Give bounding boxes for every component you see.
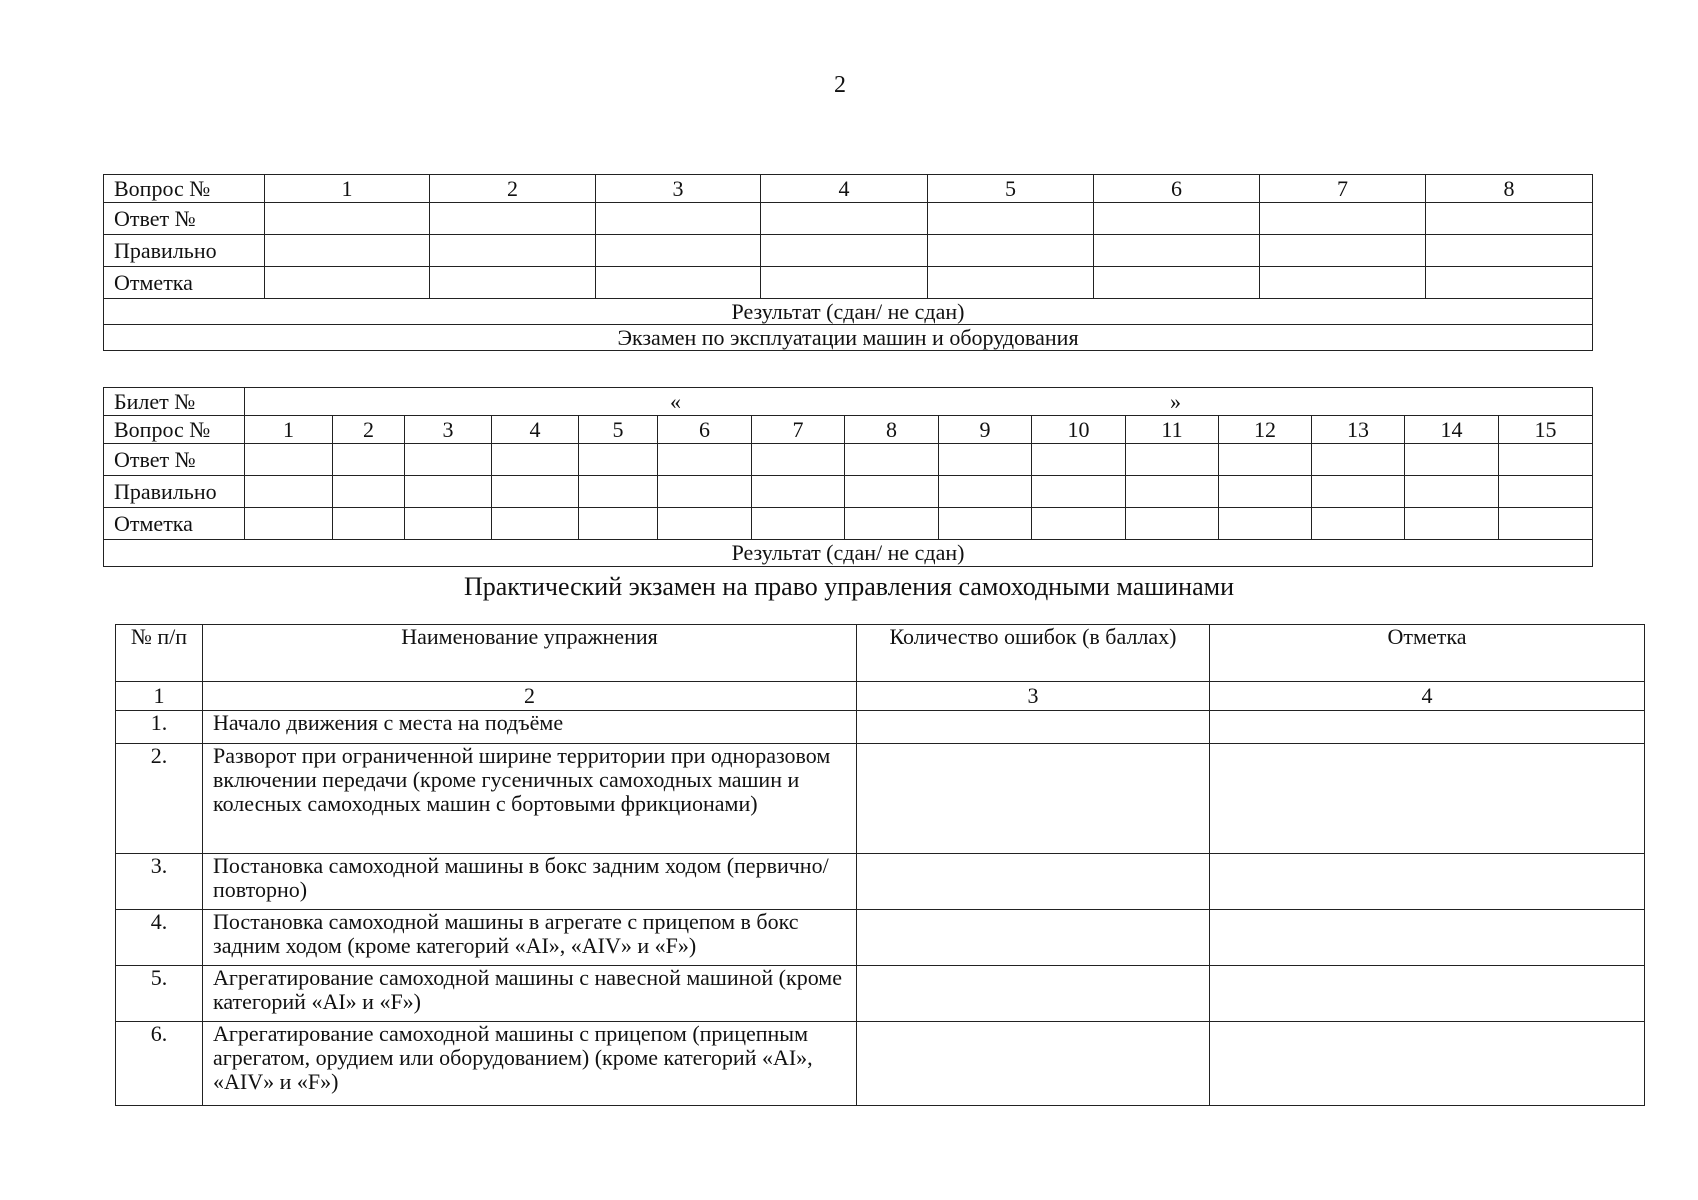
question-number: 4: [492, 416, 579, 444]
question-number: 1: [265, 175, 430, 203]
answer-cell[interactable]: [658, 444, 752, 476]
mark-cell[interactable]: [492, 508, 579, 540]
result-label[interactable]: Результат (сдан/ не сдан): [104, 540, 1593, 567]
correct-cell[interactable]: [928, 235, 1094, 267]
correct-cell[interactable]: [596, 235, 761, 267]
ticket-label: Билет №: [104, 388, 245, 416]
exam-table-questions-15: [103, 387, 1593, 567]
error-count-cell[interactable]: [857, 854, 1210, 910]
ticket-quote-close: »: [1170, 388, 1181, 414]
question-label: Вопрос №: [104, 175, 265, 203]
question-row: [104, 416, 1593, 444]
question-number: 12: [1219, 416, 1312, 444]
answer-cell[interactable]: [405, 444, 492, 476]
exercise-number: 5.: [116, 966, 203, 1022]
correct-cell[interactable]: [761, 235, 928, 267]
mark-cell[interactable]: [658, 508, 752, 540]
question-number: 9: [939, 416, 1032, 444]
mark-cell[interactable]: [405, 508, 492, 540]
mark-cell[interactable]: [596, 267, 761, 299]
answer-label: Ответ №: [104, 444, 245, 476]
question-number: 5: [579, 416, 658, 444]
mark-cell[interactable]: [1405, 508, 1499, 540]
answer-cell[interactable]: [845, 444, 939, 476]
mark-cell[interactable]: [1219, 508, 1312, 540]
answer-cell[interactable]: [333, 444, 405, 476]
answer-cell[interactable]: [928, 203, 1094, 235]
mark-row: [104, 508, 1593, 540]
question-number: 1: [245, 416, 333, 444]
result-row: [104, 540, 1593, 567]
answer-cell[interactable]: [596, 203, 761, 235]
exercise-name: Постановка самоходной машины в агрегате с прицепом в бокс задним ходом (кроме категорий «AI», «AIV» и «F»): [203, 910, 857, 966]
answer-cell[interactable]: [579, 444, 658, 476]
mark-cell[interactable]: [752, 508, 845, 540]
question-number: 4: [761, 175, 928, 203]
question-number: 2: [333, 416, 405, 444]
exercise-row: [116, 744, 1645, 854]
correct-cell[interactable]: [1405, 476, 1499, 508]
column-number-row: [116, 682, 1645, 711]
correct-cell[interactable]: [333, 476, 405, 508]
answer-cell[interactable]: [1260, 203, 1426, 235]
exercise-name: Начало движения с места на подъёме: [203, 711, 857, 744]
answer-cell[interactable]: [1312, 444, 1405, 476]
column-number: 3: [857, 682, 1210, 711]
mark-cell[interactable]: [1312, 508, 1405, 540]
mark-cell[interactable]: [1210, 1022, 1645, 1106]
correct-cell[interactable]: [1312, 476, 1405, 508]
exercise-name: Агрегатирование самоходной машины с прицепом (прицепным агрегатом, орудием или оборудованием) (кроме категорий «AI», «AIV» и «F»): [203, 1022, 857, 1106]
question-number: 3: [405, 416, 492, 444]
question-number: 11: [1126, 416, 1219, 444]
practical-exam-table: [115, 624, 1645, 1106]
question-number: 8: [1426, 175, 1593, 203]
correct-cell[interactable]: [492, 476, 579, 508]
correct-cell[interactable]: [752, 476, 845, 508]
answer-cell[interactable]: [265, 203, 430, 235]
question-row: [104, 175, 1593, 203]
exercise-number: 4.: [116, 910, 203, 966]
section-row: [104, 325, 1593, 351]
correct-cell[interactable]: [658, 476, 752, 508]
answer-cell[interactable]: [430, 203, 596, 235]
question-number: 15: [1499, 416, 1593, 444]
question-number: 7: [1260, 175, 1426, 203]
question-label: Вопрос №: [104, 416, 245, 444]
column-number: 1: [116, 682, 203, 711]
section-title-machines: Экзамен по эксплуатации машин и оборудования: [104, 325, 1593, 351]
mark-cell[interactable]: [1210, 910, 1645, 966]
error-count-cell[interactable]: [857, 1022, 1210, 1106]
correct-cell[interactable]: [845, 476, 939, 508]
ticket-quote-open: «: [670, 388, 681, 414]
answer-cell[interactable]: [1219, 444, 1312, 476]
error-count-cell[interactable]: [857, 744, 1210, 854]
ticket-row: [104, 388, 1593, 416]
exercise-name: Разворот при ограниченной ширине территории при одноразовом включении передачи (кроме гусеничных самоходных машин и колесных самоходных машин с бортовыми фрикционами): [203, 744, 857, 854]
question-number: 3: [596, 175, 761, 203]
mark-cell[interactable]: [579, 508, 658, 540]
answer-cell[interactable]: [1032, 444, 1126, 476]
mark-cell[interactable]: [245, 508, 333, 540]
correct-cell[interactable]: [1260, 235, 1426, 267]
answer-cell[interactable]: [245, 444, 333, 476]
exercise-name: Агрегатирование самоходной машины с навесной машиной (кроме категорий «AI» и «F»): [203, 966, 857, 1022]
question-number: 13: [1312, 416, 1405, 444]
mark-cell[interactable]: [265, 267, 430, 299]
mark-cell[interactable]: [333, 508, 405, 540]
error-count-cell[interactable]: [857, 910, 1210, 966]
header-row: [116, 625, 1645, 682]
mark-cell[interactable]: [1499, 508, 1593, 540]
answer-cell[interactable]: [761, 203, 928, 235]
header-mark: Отметка: [1210, 625, 1645, 682]
answer-cell[interactable]: [1094, 203, 1260, 235]
exercise-name: Постановка самоходной машины в бокс задним ходом (первично/повторно): [203, 854, 857, 910]
mark-cell[interactable]: [1032, 508, 1126, 540]
question-number: 14: [1405, 416, 1499, 444]
correct-row: [104, 235, 1593, 267]
error-count-cell[interactable]: [857, 711, 1210, 744]
mark-cell[interactable]: [761, 267, 928, 299]
practical-exam-title: Практический экзамен на право управления самоходными машинами: [463, 572, 1235, 601]
exercise-number: 6.: [116, 1022, 203, 1106]
result-label[interactable]: Результат (сдан/ не сдан): [104, 299, 1593, 325]
exercise-row: [116, 711, 1645, 744]
mark-label: Отметка: [104, 267, 265, 299]
mark-cell[interactable]: [1260, 267, 1426, 299]
question-number: 7: [752, 416, 845, 444]
header-exercise-name: Наименование упражнения: [203, 625, 857, 682]
answer-cell[interactable]: [1426, 203, 1593, 235]
column-number: 4: [1210, 682, 1645, 711]
answer-label: Ответ №: [104, 203, 265, 235]
exercise-row: [116, 854, 1645, 910]
correct-cell[interactable]: [1126, 476, 1219, 508]
exercise-row: [116, 1022, 1645, 1106]
header-error-count: Количество ошибок (в баллах): [857, 625, 1210, 682]
answer-cell[interactable]: [939, 444, 1032, 476]
mark-cell[interactable]: [1426, 267, 1593, 299]
question-number: 6: [1094, 175, 1260, 203]
correct-cell[interactable]: [1499, 476, 1593, 508]
mark-cell[interactable]: [1094, 267, 1260, 299]
mark-cell[interactable]: [1210, 711, 1645, 744]
answer-row: [104, 203, 1593, 235]
mark-label: Отметка: [104, 508, 245, 540]
correct-cell[interactable]: [430, 235, 596, 267]
exercise-number: 1.: [116, 711, 203, 744]
correct-label: Правильно: [104, 235, 265, 267]
mark-cell[interactable]: [928, 267, 1094, 299]
column-number: 2: [203, 682, 857, 711]
mark-cell[interactable]: [1210, 744, 1645, 854]
correct-cell[interactable]: [1426, 235, 1593, 267]
ticket-field[interactable]: [245, 388, 1593, 416]
correct-label: Правильно: [104, 476, 245, 508]
mark-cell[interactable]: [939, 508, 1032, 540]
correct-cell[interactable]: [1094, 235, 1260, 267]
exam-table-questions-8: [103, 174, 1593, 351]
question-number: 5: [928, 175, 1094, 203]
exercise-row: [116, 910, 1645, 966]
result-row: [104, 299, 1593, 325]
question-number: 2: [430, 175, 596, 203]
correct-cell[interactable]: [1219, 476, 1312, 508]
answer-cell[interactable]: [1126, 444, 1219, 476]
answer-row: [104, 444, 1593, 476]
question-number: 10: [1032, 416, 1126, 444]
header-num: № п/п: [116, 625, 203, 682]
page-number: 2: [834, 72, 846, 98]
mark-cell[interactable]: [430, 267, 596, 299]
answer-cell[interactable]: [1499, 444, 1593, 476]
exercise-number: 3.: [116, 854, 203, 910]
correct-cell[interactable]: [405, 476, 492, 508]
answer-cell[interactable]: [1405, 444, 1499, 476]
mark-cell[interactable]: [1126, 508, 1219, 540]
mark-cell[interactable]: [1210, 966, 1645, 1022]
exercise-number: 2.: [116, 744, 203, 854]
mark-cell[interactable]: [1210, 854, 1645, 910]
correct-cell[interactable]: [1032, 476, 1126, 508]
correct-cell[interactable]: [939, 476, 1032, 508]
question-number: 6: [658, 416, 752, 444]
correct-cell[interactable]: [579, 476, 658, 508]
correct-row: [104, 476, 1593, 508]
error-count-cell[interactable]: [857, 966, 1210, 1022]
correct-cell[interactable]: [265, 235, 430, 267]
answer-cell[interactable]: [752, 444, 845, 476]
question-number: 8: [845, 416, 939, 444]
mark-row: [104, 267, 1593, 299]
exercise-row: [116, 966, 1645, 1022]
correct-cell[interactable]: [245, 476, 333, 508]
answer-cell[interactable]: [492, 444, 579, 476]
mark-cell[interactable]: [845, 508, 939, 540]
